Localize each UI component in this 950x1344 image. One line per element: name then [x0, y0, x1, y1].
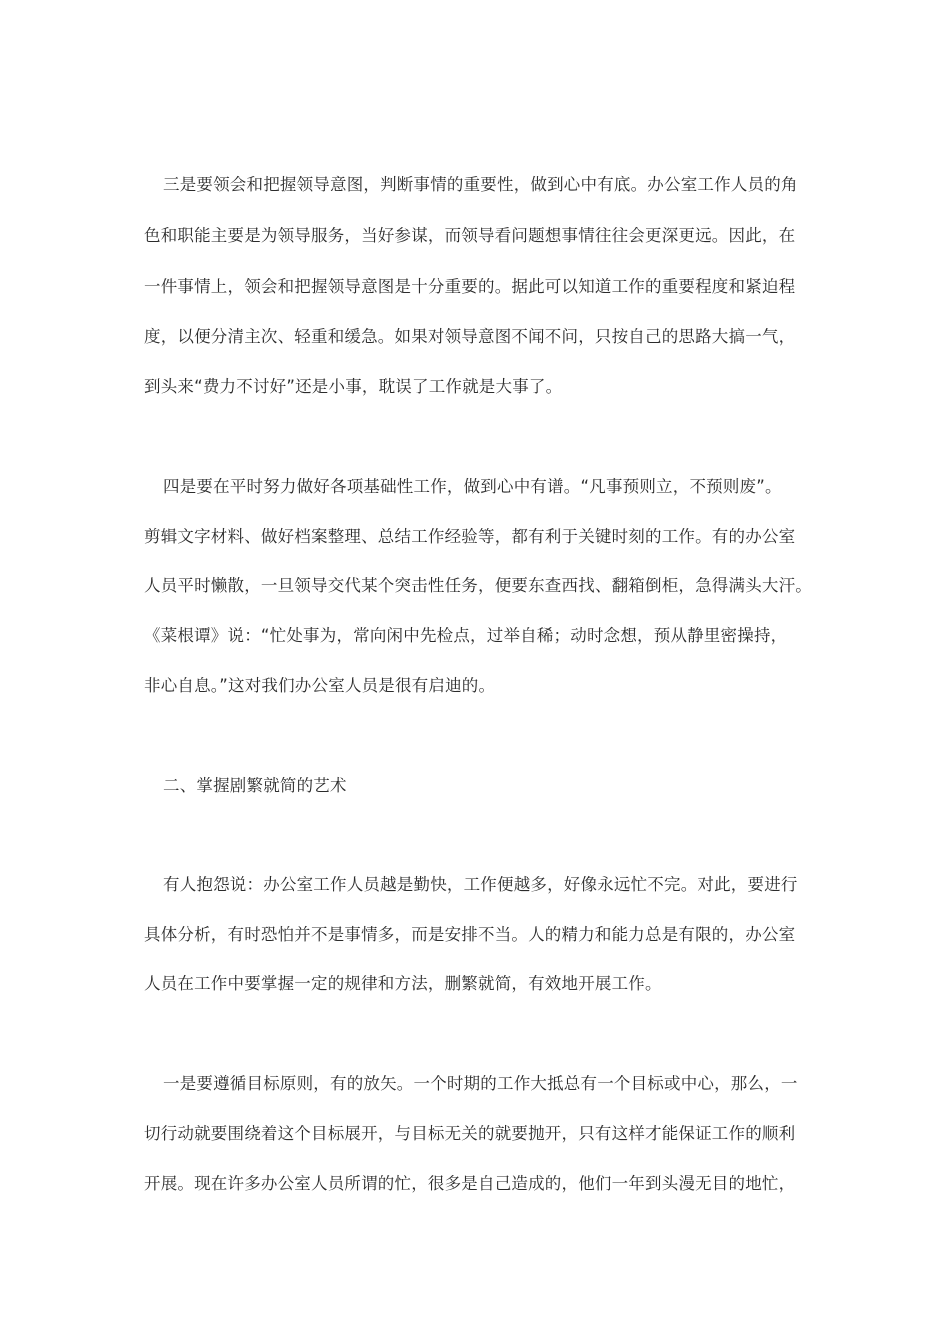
paragraph-4-line-2: 剪辑文字材料、做好档案整理、总结工作经验等，都有利于关键时刻的工作。有的办公室: [144, 527, 796, 546]
paragraph-6-line-2: 切行动就要围绕着这个目标展开，与目标无关的就要抛开，只有这样才能保证工作的顺利: [144, 1124, 796, 1143]
paragraph-5-line-3: 人员在工作中要掌握一定的规律和方法，删繁就简，有效地开展工作。: [144, 974, 662, 993]
paragraph-4-line-1: 四是要在平时努力做好各项基础性工作，做到心中有谱。“凡事预则立，不预则废”。: [163, 477, 782, 496]
paragraph-3-line-1: 三是要领会和把握领导意图，判断事情的重要性，做到心中有底。办公室工作人员的角: [163, 175, 798, 194]
paragraph-5-line-2: 具体分析，有时恐怕并不是事情多，而是安排不当。人的精力和能力总是有限的，办公室: [144, 925, 796, 944]
paragraph-6-line-1: 一是要遵循目标原则，有的放矢。一个时期的工作大抵总有一个目标或中心，那么，一: [163, 1074, 798, 1093]
paragraph-3-line-5: 到头来“费力不讨好”还是小事，耽误了工作就是大事了。: [144, 377, 563, 396]
paragraph-6-line-3: 开展。现在许多办公室人员所谓的忙，很多是自己造成的，他们一年到头漫无目的地忙，: [144, 1174, 796, 1193]
paragraph-4-line-5: 非心自息。”这对我们办公室人员是很有启迪的。: [144, 676, 496, 695]
paragraph-4-line-3: 人员平时懒散，一旦领导交代某个突击性任务，便要东查西找、翻箱倒柜，急得满头大汗。: [144, 576, 812, 595]
paragraph-4-line-4: 《菜根谭》说：“忙处事为，常向闲中先检点，过举自稀；动时念想，预从静里密操持，: [144, 626, 788, 645]
paragraph-3-line-2: 色和职能主要是为领导服务，当好参谋，而领导看问题想事情往往会更深更远。因此，在: [144, 226, 796, 245]
paragraph-3-line-3: 一件事情上，领会和把握领导意图是十分重要的。据此可以知道工作的重要程度和紧迫程: [144, 277, 796, 296]
paragraph-3-line-4: 度，以便分清主次、轻重和缓急。如果对领导意图不闻不问，只按自己的思路大搞一气，: [144, 327, 796, 346]
section-heading: 二、掌握剧繁就简的艺术: [163, 776, 347, 795]
paragraph-5-line-1: 有人抱怨说：办公室工作人员越是勤快，工作便越多，好像永远忙不完。对此，要进行: [163, 875, 798, 894]
